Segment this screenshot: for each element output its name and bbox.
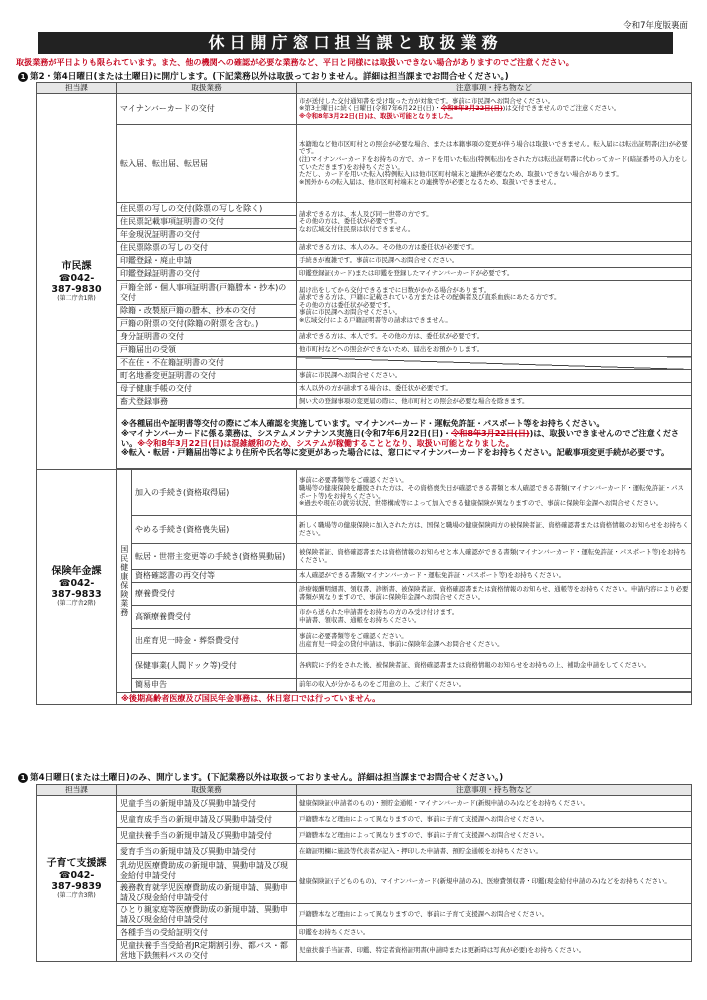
note-mynumber xyxy=(297,94,692,125)
note-juminhyo xyxy=(297,203,692,242)
note-soshitsu: 新しく職場等の健康保険に加入された方は、国保と職場の健康保険両方の被保険者証、資格確認書または資格情報のお知らせをお持ちください。 xyxy=(297,516,692,544)
note-inkan-shomei: 印鑑登録証(カード)または印鑑を登録したマイナンバーカードが必要です。 xyxy=(297,268,692,281)
table-header-row xyxy=(37,83,692,94)
table-row xyxy=(37,828,692,844)
note-text: ※過去や現在の就労状況、世帯構成等によって加入できる健康保険が異なりますので、事前に保険年金課へお問合せください。 xyxy=(299,499,663,508)
note-saikofu: 本人確認ができる書類(マイナンバーカード・運転免許証・パスポート等)をお持ちください。 xyxy=(297,570,692,583)
note-kanni: 前年の収入が分かるものをご用意の上、ご来庁ください。 xyxy=(297,679,692,692)
note-text: 事前に必要書類等をご確認ください。 xyxy=(299,632,408,641)
section-number-icon: 1 xyxy=(18,773,28,783)
footnote-text: ※転入・転居・戸籍届出等により住所や氏名等に変更があった場合には、窓口にマイナンバーカードをお持ちください。記載事項変更手続が必要です。 xyxy=(121,447,670,458)
table-row xyxy=(37,583,692,606)
note-todoke: 他市町村などへの照会ができないため、届出をお預かりします。 xyxy=(297,344,692,357)
note-text: 市が送付した交付通知書を受け取った方が対象です。事前に市民課へお問合せください。 xyxy=(299,96,555,105)
section1-heading xyxy=(18,70,509,82)
table-row xyxy=(37,904,692,926)
edition-label: 令和7年度版裏面 xyxy=(623,21,688,31)
note-text: 職場等の健康保険を離脱された方は、その資格喪失日が確認できる書類と本人確認できる書類(マイナンバーカード・運転免許証・パスポート等)をお持ちください。 xyxy=(299,483,684,500)
item-fuzai: 不在住・不在籍証明書の交付 xyxy=(117,357,297,370)
note-text: その他の方は、委任状が必要です。 xyxy=(299,217,401,226)
item-saikofu: 資格確認書の再交付等 xyxy=(132,570,297,583)
table-row xyxy=(37,860,692,882)
note-fuzai-empty xyxy=(297,357,692,370)
note-kosodate-7: 印鑑をお持ちください。 xyxy=(297,926,692,940)
table-row xyxy=(37,544,692,570)
footnote-text: 令和8年3月22日(日) xyxy=(451,427,530,438)
note-kosodate-1: 戸籍謄本など理由によって異なりますので、事前に子育て支援課へお問合せください。 xyxy=(297,812,692,828)
table-row xyxy=(37,242,692,255)
table-row xyxy=(37,383,692,396)
note-shussan xyxy=(297,629,692,654)
note-text: ただし、カードを用いた転入(特例転入)は他市区町村端末と連携が必要なため、取扱いできない場合があります。 xyxy=(299,170,623,179)
note-text: なお広域交付住民票は状付できません。 xyxy=(299,224,415,233)
dept-kosodate xyxy=(37,796,117,962)
note-tenshutsu: 被保険者証、資格確認書または資格情報のお知らせと本人確認ができる書類(マイナンバーカード・運転免許証・パスポート等)をお持ちください。 xyxy=(297,544,692,570)
note-mibun: 請求できる方は、本人です。その他の方は、委任状が必要です。 xyxy=(297,331,692,344)
footnote-text: ※令和8年3月22日(日)は混雑緩和のため、システムが稼働することとなり、取扱い可能となりました。 xyxy=(137,437,514,448)
note-inkan-haishi: 手続きが複雑です。事前に市民課へお問合せください。 xyxy=(297,255,692,268)
item-soshitsu: やめる手続き(資格喪失届) xyxy=(132,516,297,544)
table-row xyxy=(37,470,692,516)
dept-tel-2: 387-9830 xyxy=(51,283,102,295)
table-row xyxy=(37,654,692,679)
table-row xyxy=(37,396,692,409)
dept-shimin xyxy=(37,94,117,470)
dept-tel-1: 042- xyxy=(70,272,95,284)
item-juminhyo-3: 年金現況証明書の交付 xyxy=(117,229,297,242)
section2-heading xyxy=(18,771,503,783)
note-text: ※第3土曜日に続く日曜日(令和7年6月22日(日)・ xyxy=(299,104,441,113)
table-row xyxy=(37,812,692,828)
note-text: ※広域交付による戸籍証明書等の請求はできません。 xyxy=(299,315,452,324)
section1-table xyxy=(36,82,692,705)
note-text: 令和8年3月22日(日) xyxy=(440,104,503,113)
item-tennyu: 転入届、転出届、転居届 xyxy=(117,125,297,203)
note-text: 事前に必要書類等をご確認ください。 xyxy=(299,476,408,485)
note-chomei: 事前に市民課へお問合せください。 xyxy=(297,370,692,383)
table-row xyxy=(37,693,692,705)
item-chomei: 町名地番変更証明書の交付 xyxy=(117,370,297,383)
note-text: 出産育児一時金の貸付申請は、事前に保険年金課へお問合せください。 xyxy=(299,640,504,648)
shimin-footnote xyxy=(117,409,692,469)
col-note: 注意事項・持ち物など xyxy=(297,83,692,94)
table-row xyxy=(37,281,692,305)
item-shutoku: 加入の手続き(資格取得届) xyxy=(132,470,297,516)
dept-name: 保険年金課 xyxy=(51,566,102,577)
table-row xyxy=(37,370,692,383)
item-dock: 保健事業(人間ドック等)受付 xyxy=(132,654,297,679)
table-row xyxy=(37,606,692,629)
section1-heading-text: 第2・第4日曜日(または土曜日)に開庁します。(下記業務以外は取扱っておりません。詳細は担当課までお問合せください。) xyxy=(30,72,509,82)
item-kosodate-8: 児童扶養手当受給者JR定期割引券、都バス・都営地下鉄無料パスの交付 xyxy=(117,940,297,962)
phone-icon: ☎ xyxy=(58,869,71,881)
section2-table xyxy=(36,784,692,962)
note-text: ※国外からの転入届は、他市区町村端末との連携等が必要となるため、取扱いできません。 xyxy=(299,177,561,186)
item-juminhyo-1: 住民票の写しの交付(除票の写しを除く) xyxy=(117,203,297,216)
table-row xyxy=(37,844,692,860)
dept-tel-2: 387-9839 xyxy=(51,880,102,892)
dept-tel-1: 042- xyxy=(70,578,95,589)
section2-heading-text: 第4日曜日(または土曜日)のみ、開庁します。(下記業務以外は取扱っておりません。詳細は担当課までお問合せください。) xyxy=(30,773,504,783)
warning-text: 取扱業務が平日よりも限られています。また、他の機関への確認が必要な業務など、平日と同様には取扱いできない場合がありますのでご注意ください。 xyxy=(16,57,574,67)
note-kosodate-6: 戸籍謄本など理由によって異なりますので、事前に子育て支援課へお問合せください。 xyxy=(297,904,692,926)
item-kosodate-1: 児童育成手当の新規申請及び異動申請受付 xyxy=(117,812,297,828)
col-item: 取扱業務 xyxy=(117,83,297,94)
dept-tel-1: 042- xyxy=(70,869,95,881)
note-text: 請求できる方は、本人及び同一世帯の方です。 xyxy=(299,209,433,218)
item-kosodate-7: 各種手当の受給証明交付 xyxy=(117,926,297,940)
item-kanni: 簡易申告 xyxy=(132,679,297,692)
note-text: ※令和8年3月22日(日)は、取扱い可能となりました。 xyxy=(299,111,457,120)
dept-tel-2: 387-9833 xyxy=(51,589,102,600)
item-koseki-2: 除籍・改製原戸籍の謄本、抄本の交付 xyxy=(117,305,297,318)
table-row xyxy=(37,516,692,544)
table-row xyxy=(37,357,692,370)
item-tenshutsu: 転居・世帯主変更等の手続き(資格異動届) xyxy=(132,544,297,570)
table-row xyxy=(37,331,692,344)
item-kosodate-5: 義務教育就学児医療費助成の新規申請、異動申請及び現金給付申請受付 xyxy=(117,882,297,904)
note-text: 請求できる方は、戸籍に記載されている方またはその配偶者及び直系血族にあたる方です。 xyxy=(299,293,561,302)
item-koseki-1: 戸籍全部・個人事項証明書(戸籍謄本・抄本)の交付 xyxy=(117,281,297,305)
note-kosodate-0: 健康保険証(申請者のもの)・預貯金通帳・マイナンバーカード(新規申請のみ)などをお持ちください。 xyxy=(297,796,692,812)
subgroup-kokuho: 国民健康保険業務 xyxy=(117,470,132,693)
table-row xyxy=(37,94,692,125)
footnote-text: )は、取扱いできませんのでご注意ください。 xyxy=(121,427,680,448)
table-row xyxy=(37,796,692,812)
note-text: 本籍地など他市区町村との照会が必要な場合、または本籍事項の変更が伴う場合は取扱いできません。転入届には転出証明書(注)が必要です。 xyxy=(299,139,688,156)
item-chikuken: 畜犬登録事務 xyxy=(117,396,297,409)
note-boshi: 本人以外の方が請求する場合は、委任状が必要です。 xyxy=(297,383,692,396)
table-row xyxy=(37,203,692,216)
table-row xyxy=(37,409,692,469)
note-shutoku xyxy=(297,470,692,516)
phone-icon: ☎ xyxy=(58,578,71,589)
table-row xyxy=(37,268,692,281)
table-row xyxy=(37,344,692,357)
col-note: 注意事項・持ち物など xyxy=(297,785,692,796)
hoken-footnote: ※後期高齢者医療及び国民年金事務は、休日窓口では行っていません。 xyxy=(117,693,692,705)
item-kosodate-6: ひとり親家庭等医療費助成の新規申請、異動申請及び現金給付申請受付 xyxy=(117,904,297,926)
table-row xyxy=(37,926,692,940)
note-text: 申請書、領収書、通帳をお持ちください。 xyxy=(299,616,421,624)
item-todoke: 戸籍届出の受領 xyxy=(117,344,297,357)
item-boshi: 母子健康手帳の交付 xyxy=(117,383,297,396)
footnote-text: ※各種届出や証明書等交付の際にご本人確認を実施しています。マイナンバーカード・運転免許証・パスポート等をお持ちください。 xyxy=(121,418,605,429)
note-kogaku xyxy=(297,606,692,629)
item-mynumber: マイナンバーカードの交付 xyxy=(117,94,297,125)
item-kosodate-2: 児童扶養手当の新規申請及び異動申請受付 xyxy=(117,828,297,844)
table-row xyxy=(37,629,692,654)
table-row xyxy=(37,125,692,203)
note-ryoyohi: 診療報酬明細書、領収書、診断書、被保険者証、資格確認書または資格情報のお知らせ、通帳等をお持ちください。申請内容により必要書類が異なりますので、事前に保険年金課へお問合せください。 xyxy=(297,583,692,606)
table-row xyxy=(37,940,692,962)
note-text: その他の方は委任状が必要です。 xyxy=(299,300,395,309)
table-row xyxy=(37,570,692,583)
item-ryoyohi: 療養費受付 xyxy=(132,583,297,606)
item-jokyo: 住民票除票の写しの交付 xyxy=(117,242,297,255)
item-juminhyo-2: 住民票記載事項証明書の交付 xyxy=(117,216,297,229)
table-row xyxy=(37,255,692,268)
dept-floor: (第二庁舎1階) xyxy=(57,294,96,302)
note-koseki xyxy=(297,281,692,331)
item-mibun: 身分証明書の交付 xyxy=(117,331,297,344)
note-text: )は交付できませんのでご注意ください。 xyxy=(502,104,621,113)
note-text: 届け出をしてから交付できるまでに日数がかかる場合があります。 xyxy=(299,285,491,294)
note-text: 事前に市民課へお問合せください。 xyxy=(299,308,402,317)
note-dock: 各病院に予約をされた後、被保険者証、資格確認書または資格情報のお知らせをお持ちの上、補助金申請をしてください。 xyxy=(297,654,692,679)
note-kosodate-8: 児童扶養手当証書、印鑑、特定者資格証明書(申請時または更新時は写真が必要)をお持ちください。 xyxy=(297,940,692,962)
item-shussan: 出産育児一時金・葬祭費受付 xyxy=(132,629,297,654)
item-inkan-haishi: 印鑑登録・廃止申請 xyxy=(117,255,297,268)
col-dept: 担当課 xyxy=(37,785,117,796)
table-header-row xyxy=(37,785,692,796)
footnote-text: ※マイナンバーカードに係る業務は、システムメンテナンス実施日(令和7年6月22日(日)・ xyxy=(121,427,452,438)
note-jokyo: 請求できる方は、本人のみ。その他の方は委任状が必要です。 xyxy=(297,242,692,255)
item-kosodate-3: 愛育手当の新規申請及び異動申請受付 xyxy=(117,844,297,860)
col-item: 取扱業務 xyxy=(117,785,297,796)
item-kosodate-0: 児童手当の新規申請及び異動申請受付 xyxy=(117,796,297,812)
section-number-icon: 1 xyxy=(18,72,28,82)
dept-name: 市民課 xyxy=(61,260,92,272)
dept-hoken xyxy=(37,470,117,705)
dept-name: 子育て支援課 xyxy=(46,857,107,869)
note-text: (注)マイナンバーカードをお持ちの方で、カードを用いた転出(特例転出)をされた方は転出証明書に代わってカード(暗証番号の入力をしていただきます)をお持ちください。 xyxy=(299,154,688,171)
note-text: 市から送られた申請書をお持ちの方のみ受け付けます。 xyxy=(299,608,459,617)
item-kogaku: 高額療養費受付 xyxy=(132,606,297,629)
note-kosodate-2: 戸籍謄本など理由によって異なりますので、事前に子育て支援課へお問合せください。 xyxy=(297,828,692,844)
dept-floor: (第二庁舎2階) xyxy=(57,600,96,607)
note-kosodate-iryo: 健康保険証(子どものもの)、マイナンバーカード(新規申請のみ)、医療費領収書・印鑑(現金給付申請のみ)などをお持ちください。 xyxy=(297,860,692,904)
page-title: 休日開庁窓口担当課と取扱業務 xyxy=(38,32,673,54)
dept-floor: (第二庁舎3階) xyxy=(57,891,96,899)
col-dept: 担当課 xyxy=(37,83,117,94)
phone-icon: ☎ xyxy=(58,272,71,284)
note-kosodate-3: 在籍証明欄に施設等代表者が記入・押印した申請書、預貯金通帳をお持ちください。 xyxy=(297,844,692,860)
item-inkan-shomei: 印鑑登録証明書の交付 xyxy=(117,268,297,281)
table-row xyxy=(37,679,692,692)
item-koseki-3: 戸籍の附票の交付(除籍の附票を含む。) xyxy=(117,318,297,331)
note-chikuken: 飼い犬の登録事項の変更届の際に、他市町村との照会が必要な場合を除きます。 xyxy=(297,396,692,409)
note-tennyu xyxy=(297,125,692,203)
item-kosodate-4: 乳幼児医療費助成の新規申請、異動申請及び現金給付申請受付 xyxy=(117,860,297,882)
